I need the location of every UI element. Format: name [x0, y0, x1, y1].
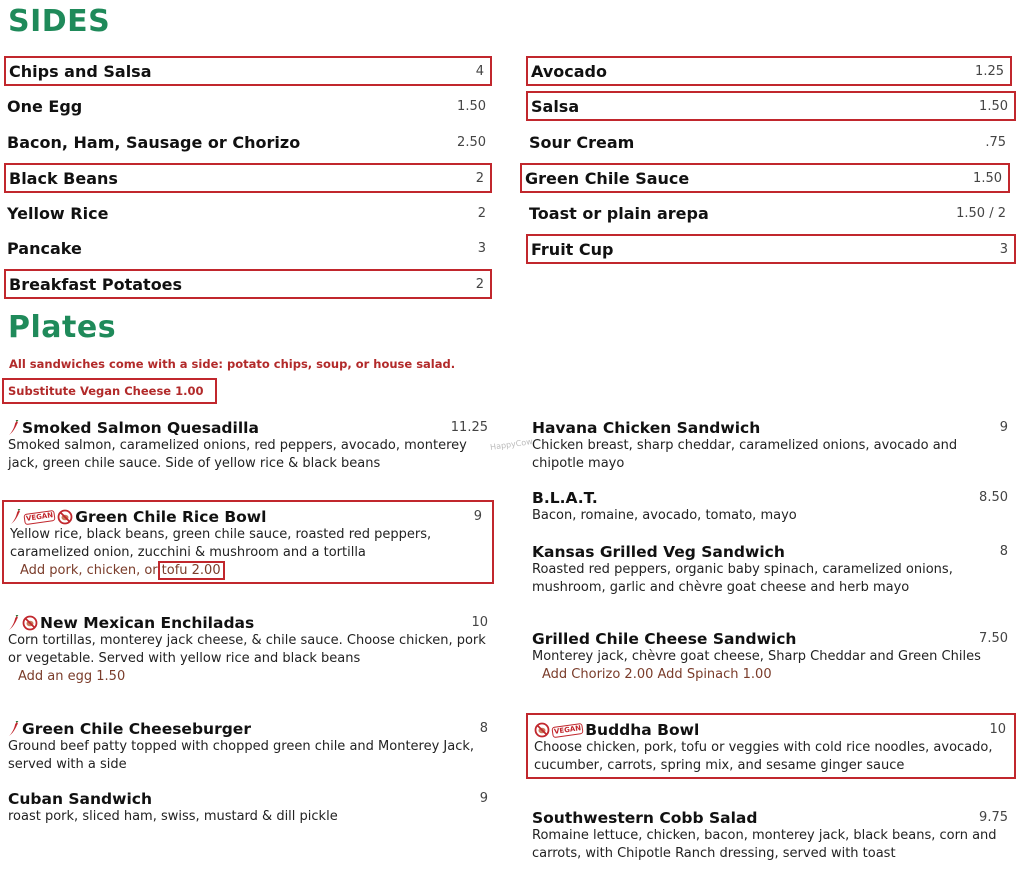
plate-description: Romaine lettuce, chicken, bacon, monterey jack, black beans, corn and carrots, with Chipotle Ranch dressing, served with toast — [532, 828, 997, 861]
side-price: 1.50 — [979, 98, 1008, 114]
side-name: Chips and Salsa — [9, 61, 152, 81]
plate-description: Smoked salmon, caramelized onions, red peppers, avocado, monterey jack, green chile sauce. Side of yellow rice & black beans — [8, 438, 467, 471]
plate-addon: Add an egg 1.50 — [18, 669, 126, 684]
plate-title-text: Cuban Sandwich — [8, 790, 153, 808]
plate-southwestern-cobb-salad — [532, 809, 1008, 863]
side-price: 2 — [477, 205, 486, 221]
plate-price: 11.25 — [450, 420, 488, 435]
plate-addon — [10, 562, 482, 580]
plate-title — [534, 721, 699, 739]
plate-grilled-chile-cheese-sandwich — [532, 630, 1008, 684]
side-name: Green Chile Sauce — [525, 168, 690, 188]
side-item-yellow-rice — [4, 198, 492, 228]
plate-description: Choose chicken, pork, tofu or veggies with cold rice noodles, avocado, cucumber, carrots, spring mix, and sesame ginger sauce — [534, 740, 993, 773]
plate-price: 7.50 — [979, 631, 1008, 646]
side-name: Salsa — [531, 96, 580, 116]
side-price: .75 — [985, 134, 1006, 150]
side-item-toast-arepa — [526, 198, 1012, 228]
vegan-badge-icon: VEGAN — [23, 509, 55, 524]
plate-blat — [532, 489, 1008, 525]
plate-green-chile-rice-bowl — [2, 500, 494, 584]
plate-title — [10, 508, 266, 526]
plate-title-text: B.L.A.T. — [532, 489, 598, 507]
side-item-fruit-cup — [526, 234, 1016, 264]
plate-price: 9 — [473, 509, 482, 524]
side-price: 2.50 — [457, 134, 486, 150]
plate-description: Chicken breast, sharp cheddar, caramelized onions, avocado and chipotle mayo — [532, 438, 958, 471]
plate-description: Roasted red peppers, organic baby spinach, caramelized onions, mushroom, garlic and chèvre goat cheese and herb mayo — [532, 562, 953, 595]
no-meat-icon — [534, 722, 550, 738]
side-item-bacon-ham — [4, 127, 492, 157]
addon-tofu: tofu 2.00 — [158, 561, 225, 580]
plate-title — [8, 419, 259, 437]
plate-title-text: Green Chile Cheeseburger — [22, 720, 251, 738]
plate-title-text: Southwestern Cobb Salad — [532, 809, 758, 827]
plate-title-text: Havana Chicken Sandwich — [532, 419, 761, 437]
addon-text: Add pork, chicken, or — [20, 563, 158, 578]
side-name: Sour Cream — [529, 132, 635, 152]
side-name: Yellow Rice — [7, 203, 109, 223]
plate-title-text: Grilled Chile Cheese Sandwich — [532, 630, 797, 648]
vegan-cheese-note: Substitute Vegan Cheese 1.00 — [2, 378, 217, 404]
side-name: Toast or plain arepa — [529, 203, 709, 223]
plate-price: 9 — [999, 420, 1008, 435]
plate-new-mexican-enchiladas — [8, 614, 488, 686]
plate-price: 10 — [471, 615, 488, 630]
side-price: 4 — [475, 63, 484, 79]
chile-pepper-icon — [10, 509, 22, 525]
side-item-chips-salsa — [4, 56, 492, 86]
side-name: One Egg — [7, 96, 83, 116]
plate-green-chile-cheeseburger — [8, 720, 488, 774]
no-meat-icon — [57, 509, 73, 525]
side-name: Bacon, Ham, Sausage or Chorizo — [7, 132, 301, 152]
side-item-black-beans — [4, 163, 492, 193]
plate-description: Yellow rice, black beans, green chile sauce, roasted red peppers, caramelized onion, zucchini & mushroom and a tortilla — [10, 527, 432, 560]
plate-cuban-sandwich — [8, 790, 488, 826]
no-meat-icon — [22, 615, 38, 631]
chile-pepper-icon — [8, 615, 20, 631]
plate-description: Bacon, romaine, avocado, tomato, mayo — [532, 508, 797, 523]
side-price: 3 — [999, 241, 1008, 257]
side-name: Fruit Cup — [531, 239, 614, 259]
plate-addon: Add Chorizo 2.00 Add Spinach 1.00 — [542, 667, 772, 682]
side-item-one-egg — [4, 91, 492, 121]
plate-description: roast pork, sliced ham, swiss, mustard & dill pickle — [8, 809, 338, 824]
side-item-pancake — [4, 233, 492, 263]
side-price: 3 — [477, 240, 486, 256]
plate-title-text: Smoked Salmon Quesadilla — [22, 419, 259, 437]
plate-description: Monterey jack, chèvre goat cheese, Sharp Cheddar and Green Chiles — [532, 649, 981, 664]
plate-title — [8, 720, 251, 738]
plate-price: 8.50 — [979, 490, 1008, 505]
watermark: HappyCow — [489, 437, 534, 452]
side-name: Pancake — [7, 238, 82, 258]
plate-havana-chicken-sandwich — [532, 419, 1008, 473]
side-price: 2 — [475, 170, 484, 186]
plate-price: 10 — [989, 722, 1006, 737]
plate-title-text: Green Chile Rice Bowl — [75, 508, 267, 526]
side-price: 1.50 / 2 — [956, 205, 1006, 221]
plate-price: 9 — [479, 791, 488, 806]
chile-pepper-icon — [8, 420, 20, 436]
plate-buddha-bowl — [526, 713, 1016, 779]
side-price: 1.50 — [973, 170, 1002, 186]
side-price: 1.25 — [975, 63, 1004, 79]
side-item-breakfast-potatoes — [4, 269, 492, 299]
plate-description: Ground beef patty topped with chopped green chile and Monterey Jack, served with a side — [8, 739, 475, 772]
side-item-sour-cream — [526, 127, 1012, 157]
side-item-salsa — [526, 91, 1016, 121]
vegan-badge-icon: VEGAN — [551, 722, 583, 737]
plate-title-text: Kansas Grilled Veg Sandwich — [532, 543, 785, 561]
sides-note: All sandwiches come with a side: potato chips, soup, or house salad. — [9, 357, 456, 371]
plate-price: 8 — [479, 721, 488, 736]
side-name: Avocado — [531, 61, 607, 81]
plate-price: 9.75 — [979, 810, 1008, 825]
side-name: Breakfast Potatoes — [9, 274, 183, 294]
plate-price: 8 — [999, 544, 1008, 559]
plate-title — [8, 614, 254, 632]
side-item-avocado — [526, 56, 1012, 86]
side-item-green-chile-sauce — [520, 163, 1010, 193]
plate-description: Corn tortillas, monterey jack cheese, & chile sauce. Choose chicken, pork or vegetable. Served with yellow rice and black beans — [8, 633, 486, 666]
sides-heading: SIDES — [8, 4, 111, 39]
plate-title-text: Buddha Bowl — [585, 721, 700, 739]
plate-smoked-salmon-quesadilla — [8, 419, 488, 473]
side-name: Black Beans — [9, 168, 118, 188]
side-price: 2 — [475, 276, 484, 292]
plate-title-text: New Mexican Enchiladas — [40, 614, 255, 632]
chile-pepper-icon — [8, 721, 20, 737]
side-price: 1.50 — [457, 98, 486, 114]
plates-heading: Plates — [8, 310, 117, 345]
plate-kansas-grilled-veg-sandwich — [532, 543, 1008, 597]
